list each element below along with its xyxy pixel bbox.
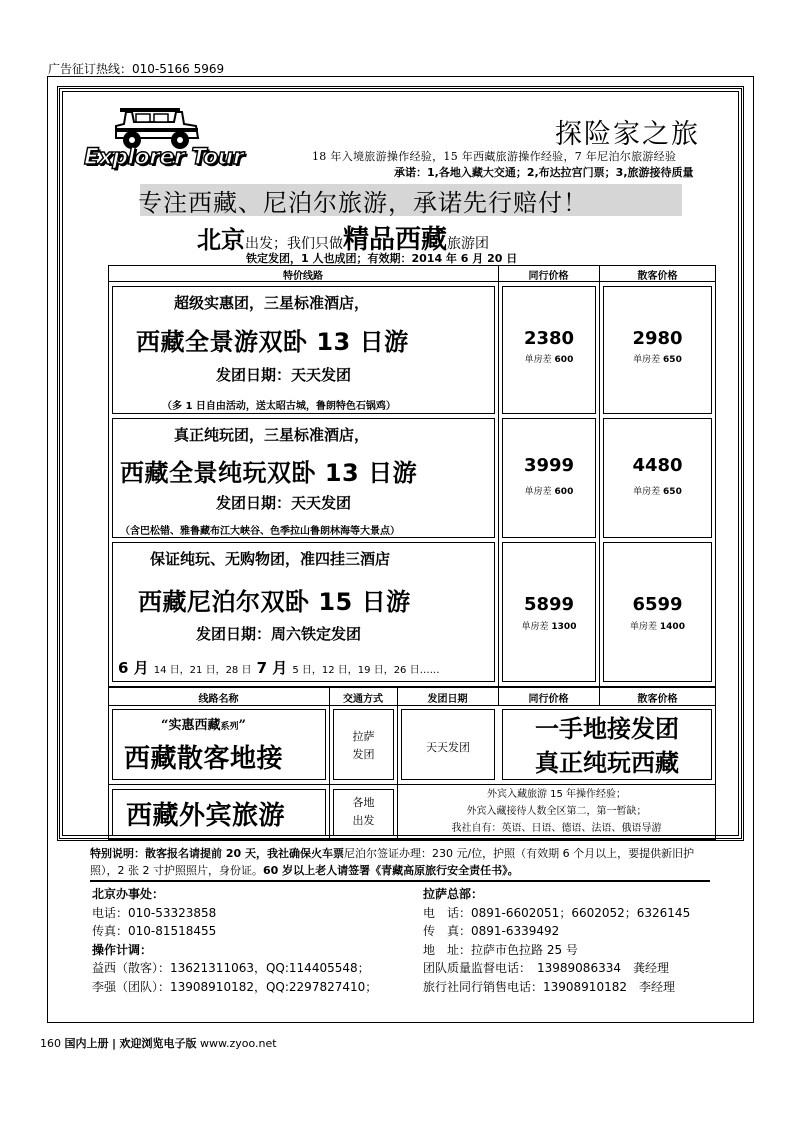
price-cell (603, 418, 712, 538)
headline-city: 北京 (197, 226, 245, 254)
route-subtitle: 保证纯玩、无购物团，准四挂三酒店 (150, 550, 391, 568)
footer-separator: | (112, 1037, 117, 1050)
diff-value: 1400 (659, 622, 685, 632)
diff-label: 单房差 (633, 487, 661, 497)
page-footer (40, 1035, 277, 1051)
foreign-tour-desc (397, 786, 716, 837)
operator-contact: 李强（团队）：13908910182，QQ:2297827410； (92, 979, 378, 994)
diff-value: 600 (554, 355, 574, 365)
transport-line: 发团 (352, 748, 375, 761)
retail-price: 4480 (632, 455, 683, 476)
note-bold: 散客报名请提前 20 天，我社确保火车票 (145, 847, 344, 860)
desc-line: 我社自有：英语、日语、德语、法语、俄语导游 (451, 823, 662, 834)
day-list: 5 日，12 日，19 日，26 日…… (292, 665, 440, 676)
table2-header-line (108, 705, 716, 706)
note-bold: 60 岁以上老人请签署《青藏高原旅行安全责任书》。 (263, 864, 519, 877)
retail-single-supplement (603, 484, 712, 497)
route-note: （含巴松错、雅鲁藏布江大峡谷、色季拉山鲁朗林海等大景点） (120, 526, 400, 537)
operator-contact: 益西（散客）：13621311063，QQ:114405548； (92, 961, 370, 975)
beijing-office (92, 885, 377, 996)
route-title: 西藏尼泊尔双卧 15 日游 (138, 588, 411, 616)
headline-sub: 铁定发团，1 人也成团；有效期：2014 年 6 月 20 日 (246, 252, 518, 265)
divider (90, 880, 710, 882)
route-title: 西藏散客地接 (124, 744, 284, 774)
header-retail-price: 散客价格 (637, 271, 678, 282)
headline-tail: 旅游团 (447, 236, 490, 252)
office-title: 北京办事处： (92, 887, 165, 901)
series-label (161, 714, 246, 733)
diff-label: 单房差 (521, 622, 549, 632)
route-subtitle: 超级实惠团，三星标准酒店， (174, 294, 370, 312)
diff-value: 650 (663, 355, 682, 365)
route-title: 西藏全景纯玩双卧 13 日游 (120, 459, 418, 487)
retail-single-supplement (603, 619, 712, 632)
series-quote: ” (238, 718, 246, 733)
transport-info (333, 794, 394, 830)
office-fax: 传 真：0891-6339492 (423, 924, 560, 938)
transport-line: 出发 (352, 814, 375, 827)
diff-label: 单房差 (524, 487, 552, 497)
desc-line: 外宾入藏旅游 15 年操作经验； (486, 789, 627, 800)
table1-divider (599, 265, 600, 687)
retail-single-supplement (603, 352, 712, 365)
footer-text: 欢迎浏览电子版 (119, 1037, 197, 1050)
header-peer-price: 同行价格 (528, 271, 569, 282)
sales-phone: 旅行社同行销售电话：13908910182 李经理 (423, 979, 675, 994)
month-label: 6 月 (118, 659, 149, 677)
header-departure: 发团日期 (427, 694, 468, 705)
banner-slogan: 专注西藏、尼泊尔旅游，承诺先行赔付！ (138, 189, 588, 217)
diff-label: 单房差 (633, 355, 661, 365)
route-date: 发团日期：天天发团 (216, 494, 352, 512)
table1-divider (498, 265, 499, 687)
desc-line: 外宾入藏接待人数全区第二，第一暂缺； (466, 806, 647, 817)
day-list: 14 日，21 日，28 日 (153, 665, 252, 676)
price-cell (502, 418, 596, 538)
header-transport: 交通方式 (343, 694, 383, 705)
peer-price: 3999 (523, 455, 575, 476)
peer-single-supplement (502, 352, 596, 365)
peer-price: 5899 (523, 594, 575, 615)
experience-text: 18 年入境旅游操作经验，15 年西藏旅游操作经验，7 年尼泊尔旅游经验 (312, 150, 677, 163)
transport-line: 拉萨 (352, 730, 375, 743)
office-phone: 电 话：0891-6602051；6602052；6326145 (423, 905, 691, 920)
route-date: 发团日期：天天发团 (216, 366, 352, 384)
route-note: （多 1 日自由活动，送太昭古城，鲁朗特色石锅鸡） (162, 401, 396, 412)
ad-hotline: 广告征订热线：010-5166 5969 (48, 62, 225, 76)
lhasa-office (423, 885, 690, 996)
note-text: 尼泊尔签证办理：230 元/位，护照（有效期 6 个月以上，要提供新旧护照），2 张 2 寸护照照片，身份证。 (90, 847, 695, 877)
office-address: 地 址：拉萨市色拉路 25 号 (423, 942, 578, 957)
route-title: 西藏全景游双卧 13 日游 (136, 328, 409, 356)
month-label: 7 月 (256, 659, 288, 677)
retail-price: 6599 (632, 594, 683, 615)
diff-label: 单房差 (630, 622, 658, 632)
header-peer-price: 同行价格 (528, 694, 569, 705)
peer-single-supplement (502, 619, 596, 632)
series-suffix: 系列 (220, 722, 239, 732)
slogan-line: 一手地接发团 (535, 715, 679, 743)
office-title: 拉萨总部： (423, 887, 484, 901)
quality-phone: 团队质量监督电话： 13989086334 龚经理 (423, 961, 669, 975)
retail-price: 2980 (632, 328, 683, 349)
headline-mid: 出发；我们只做 (245, 236, 343, 252)
page-number: 160 (40, 1037, 61, 1050)
website-link[interactable]: www.zyoo.net (200, 1037, 277, 1050)
header-route-name: 线路名称 (198, 694, 239, 705)
headline-product: 精品西藏 (343, 225, 448, 255)
office-phone: 电话：010-53323858 (92, 905, 217, 920)
table2-row-line (108, 784, 716, 785)
brand-name: 探险家之旅 (555, 119, 700, 150)
peer-price: 2380 (523, 328, 575, 349)
price-cell (603, 286, 712, 414)
departure-dates (118, 657, 440, 678)
slogan (502, 712, 712, 780)
diff-value: 650 (663, 487, 682, 497)
series-name: “实惠西藏 (161, 718, 221, 733)
route-date: 发团日期：周六铁定发团 (196, 625, 362, 643)
route-subtitle: 真正纯玩团，三星标准酒店， (174, 426, 370, 444)
section-name: 国内上册 (64, 1037, 109, 1050)
note-label: 特别说明： (90, 847, 145, 860)
office-fax: 传真：010-81518455 (92, 924, 217, 938)
table2-divider (329, 687, 330, 840)
route-title: 西藏外宾旅游 (126, 801, 286, 831)
price-cell (502, 286, 596, 414)
header-retail-price: 散客价格 (637, 694, 678, 705)
logo-wordmark: Explorer Tour (84, 145, 244, 170)
header-route: 特价线路 (283, 271, 323, 282)
transport-info (333, 728, 394, 764)
diff-value: 1300 (551, 622, 577, 632)
peer-single-supplement (502, 484, 596, 497)
diff-label: 单房差 (524, 355, 552, 365)
slogan-line: 真正纯玩西藏 (535, 749, 679, 777)
diff-value: 600 (554, 487, 574, 497)
promise-text: 承诺：1,各地入藏大交通；2,布达拉宫门票；3,旅游接待质量 (394, 166, 694, 179)
transport-line: 各地 (352, 796, 375, 809)
special-note (90, 845, 720, 879)
operator-title: 操作计调： (92, 942, 153, 957)
departure-info: 天天发团 (426, 741, 470, 754)
